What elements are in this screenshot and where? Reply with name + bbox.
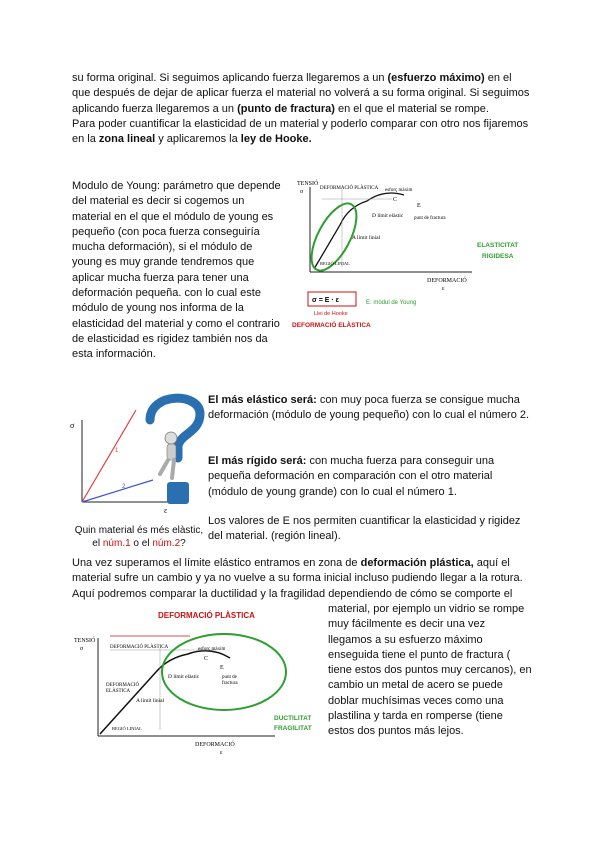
- plastic-deformation-figure: [70, 606, 326, 762]
- x-axis-label: DEFORMACIÓ: [427, 278, 467, 284]
- young-modulus-label: E: mòdul de Young: [366, 300, 417, 306]
- material-1-label: 1: [115, 448, 119, 454]
- two-material-graph: [68, 380, 210, 530]
- y-axis-label: TENSIÓ: [297, 181, 319, 187]
- figure-caption: Quin material és més elàstic, el núm.1 o el núm.2?: [74, 525, 204, 549]
- point-e-label: E: [220, 665, 224, 671]
- ductility-label: DUCTILITAT: [274, 715, 312, 722]
- stress-strain-diagram: [292, 177, 530, 347]
- fracture-label-2: fractura: [222, 681, 238, 686]
- intro-paragraph: su forma original. Si seguimos aplicando fuerza llegaremos a un (esfuerzo máximo) en el que después de dejar de aplicar fuerza el material no volverá a su forma original. Si seguimos aplicando fuerza llegaremos a un (punto de fractura) en el que el material se rompe. Para poder cuantificar la elasticidad de un material y poderlo comparar con otro nos fijaremos en la zona lineal y aplicaremos la ley de Hooke.: [72, 72, 530, 146]
- max-stress-label: esforç màxim: [385, 188, 413, 193]
- plastic-region-circle: [162, 634, 286, 710]
- linear-region-label: REGIÓ LINIAL: [320, 261, 350, 266]
- elastic-deformation-figure: [292, 177, 530, 347]
- plastic-title: DEFORMACIÓ PLÀSTICA: [158, 611, 255, 620]
- fracture-label-1: punt de: [222, 675, 237, 680]
- elastic-limit-label: D límit elàstic: [168, 674, 200, 680]
- most-elastic-paragraph: El más elástico será: con muy poca fuerza se consigue mucha deformación (módulo de young pequeño) con lo cual el número 2.: [208, 394, 530, 422]
- linear-limit-label: A límit linial: [136, 698, 165, 704]
- young-values-paragraph: Los valores de E nos permiten cuantificar la elasticidad y rigidez del material. (región lineal).: [208, 515, 521, 543]
- y-axis-label: TENSIÓ: [74, 638, 96, 644]
- hooke-formula: σ = E · ε: [312, 297, 339, 304]
- plastic-label: DEFORMACIÓ PLÀSTICA: [110, 645, 169, 650]
- x-axis-label: DEFORMACIÓ: [195, 742, 235, 748]
- plastic-deformation-paragraph: Una vez superamos el límite elástico entramos en zona de deformación plástica, aquí el material sufre un cambio y ya no vuelve a su forma inicial incluso pudiendo llegar a la rotura. Aquí podremos comparar la ductilidad y la fragilidad dependiendo de cómo se comporte el: [72, 557, 523, 600]
- y-axis-symbol: σ: [70, 421, 75, 430]
- ductility-paragraph: material, por ejemplo un vidrio se rompe muy fácilmente es decir una vez llegamos a su esfuerzo máximo enseguida tiene el punto de fractura ( tiene estos dos puntos muy cercanos), en cambio un metal de acero se puede doblar muchísimas veces como una plastilina y tarda en romperse (tiene estos dos puntos más lejos.: [328, 603, 532, 738]
- fragility-label: FRAGILITAT: [274, 725, 312, 732]
- most-rigid-paragraph: El más rígido será: con mucha fuerza para conseguir una pequeña deformación en comparación con el otro material (módulo de young grande) con lo cual el número 1.: [208, 455, 495, 498]
- x-axis-symbol: ε: [220, 750, 223, 756]
- point-e-label: E: [417, 203, 421, 209]
- elastic-label-1: DEFORMACIÓ: [106, 683, 140, 688]
- fracture-label: punt de fractura: [414, 216, 446, 221]
- max-stress-label: esforç màxim: [198, 647, 226, 652]
- young-modulus-paragraph: Modulo de Young: parámetro que depende del material es decir si cogemos un material en el que el módulo de young es pequeño (con poca fuerza conseguiría mucha deformación), si el módulo de young es muy grande tendremos que aplicar mucha fuerza para tener una deformación pequeña. con lo cual este módulo de young nos informa de la elasticidad del material y como el contrario de elasticidad es rigidez también nos da esta información.: [72, 180, 281, 361]
- y-axis-symbol: σ: [80, 646, 84, 652]
- elasticity-label: ELASTICITAT: [477, 242, 519, 249]
- linear-limit-label: A límit linial: [352, 235, 381, 241]
- point-c-label: C: [204, 656, 209, 662]
- elastic-label-2: ELÀSTICA: [106, 689, 131, 694]
- ductility-diagram: [70, 606, 326, 762]
- linear-region-label: REGIÓ LINIAL: [112, 726, 142, 731]
- elastic-deformation-caption: DEFORMACIÓ ELÀSTICA: [292, 322, 371, 329]
- stress-strain-curve: [314, 193, 404, 269]
- hooke-law-label: Llei de Hooke: [314, 311, 348, 317]
- y-axis-symbol: σ: [300, 189, 304, 195]
- x-axis-symbol: ε: [164, 506, 168, 515]
- question-mark-icon: [150, 398, 200, 504]
- young-comparison-figure: [68, 380, 210, 550]
- plastic-label: DEFORMACIÓ PLÀSTICA: [320, 186, 379, 191]
- elastic-limit-label: D límit elàstic: [372, 213, 404, 219]
- x-axis-symbol: ε: [442, 286, 445, 292]
- point-c-label: C: [393, 197, 398, 203]
- rigidity-label: RIGIDESA: [482, 253, 514, 260]
- material-2-label: 2: [122, 484, 126, 490]
